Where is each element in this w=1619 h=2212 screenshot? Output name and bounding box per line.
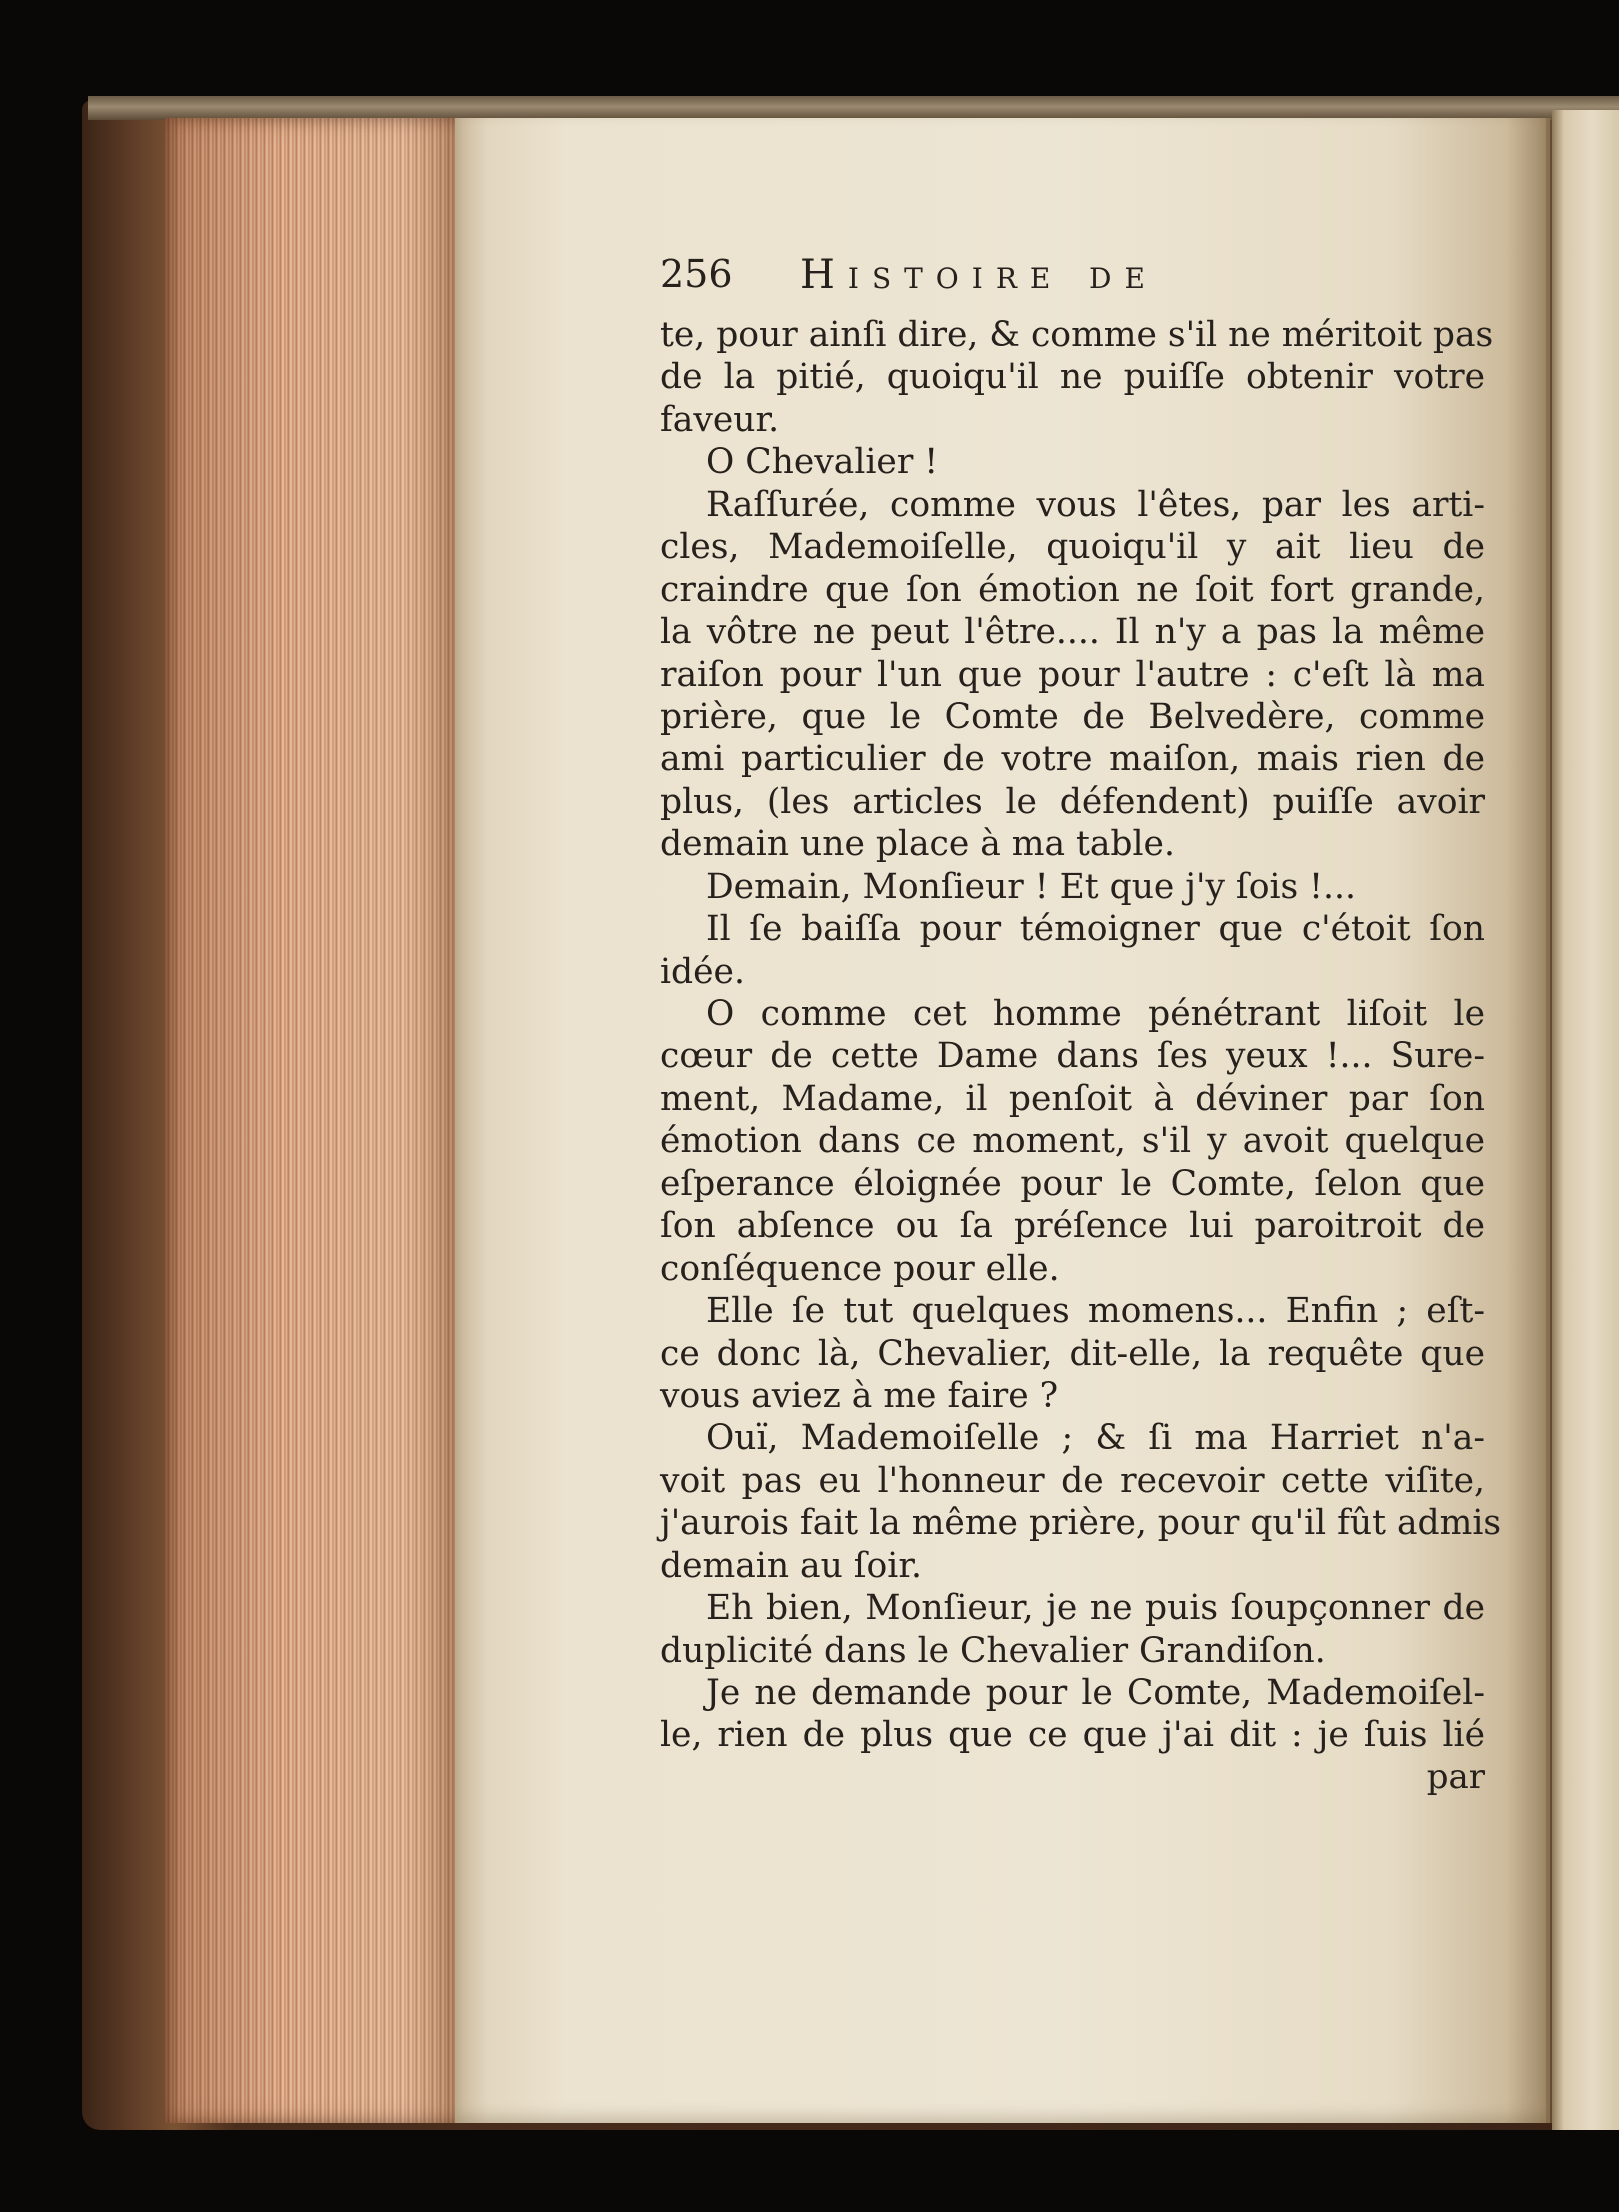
text-line: Il ſe baiſſa pour témoigner que c'étoit ſon [706,909,1485,950]
text-line: duplicité dans le Chevalier Grandiſon. [660,1630,1326,1671]
text-lines [660,314,1502,1757]
text-line: le, rien de plus que ce que j'ai dit : je ſuis lié [660,1715,1485,1756]
running-head [660,252,1485,300]
text-line: prière, que le Comte de Belvedère, comme [660,696,1485,737]
text-line: la vôtre ne peut l'être.... Il n'y a pas la même [660,612,1485,653]
running-title: Histoire de [800,252,1158,298]
text-line: cœur de cette Dame dans ſes yeux !... Sure- [660,1036,1485,1077]
catchword: par [1426,1756,1485,1797]
text-line: demain une place à ma table. [660,824,1175,865]
text-line: conſéquence pour elle. [660,1248,1060,1289]
text-line: eſperance éloignée pour le Comte, ſelon que [660,1163,1485,1204]
text-line: Elle ſe tut quelques momens... Enfin ; eſt- [706,1291,1485,1332]
text-line: ſon abſence ou ſa préſence lui paroitroit de [660,1206,1485,1247]
text-line: ce donc là, Chevalier, dit-elle, la requête que [660,1333,1485,1374]
text-line: émotion dans ce moment, s'il y avoit quelque [660,1121,1485,1162]
text-line: cles, Mademoiſelle, quoiqu'il y ait lieu de [660,527,1485,568]
right-page-sliver [1552,110,1619,2130]
text-line: Demain, Monſieur ! Et que j'y ſois !... [706,866,1356,907]
text-line: demain au ſoir. [660,1545,923,1586]
text-line: j'aurois fait la même prière, pour qu'il fût admis [660,1503,1502,1544]
page-text-block [660,252,1502,1797]
text-line: ami particulier de votre maiſon, mais rien de [660,739,1485,780]
text-line: faveur. [660,399,780,440]
text-line: plus, (les articles le défendent) puiſſe avoir [660,781,1485,822]
text-line: de la pitié, quoiqu'il ne puiſſe obtenir votre [660,357,1485,398]
text-line: Ouï, Mademoiſelle ; & ſi ma Harriet n'a- [706,1418,1485,1459]
text-line: ment, Madame, il penſoit à déviner par ſon [660,1078,1485,1119]
text-line: O comme cet homme pénétrant liſoit le [706,994,1485,1034]
page-block-shade [165,118,465,2123]
text-line: Raſſurée, comme vous l'êtes, par les arti- [706,484,1485,525]
text-line: raiſon pour l'un que pour l'autre : c'eſt là ma [660,654,1485,695]
text-line: idée. [660,951,745,992]
text-line: Eh bien, Monſieur, je ne puis ſoupçonner de [706,1588,1485,1629]
text-line: vous aviez à me faire ? [660,1375,1059,1416]
text-line: O Chevalier ! [706,442,939,483]
text-line: Je ne demande pour le Comte, Mademoiſel- [706,1673,1485,1713]
text-line: voit pas eu l'honneur de recevoir cette viſite, [660,1460,1485,1501]
cover-top-edge [88,96,1619,120]
text-line: craindre que ſon émotion ne ſoit fort grande, [660,569,1485,610]
text-line: te, pour ainſi dire, & comme s'il ne méritoit pas [660,315,1494,355]
page-number: 256 [660,252,733,296]
